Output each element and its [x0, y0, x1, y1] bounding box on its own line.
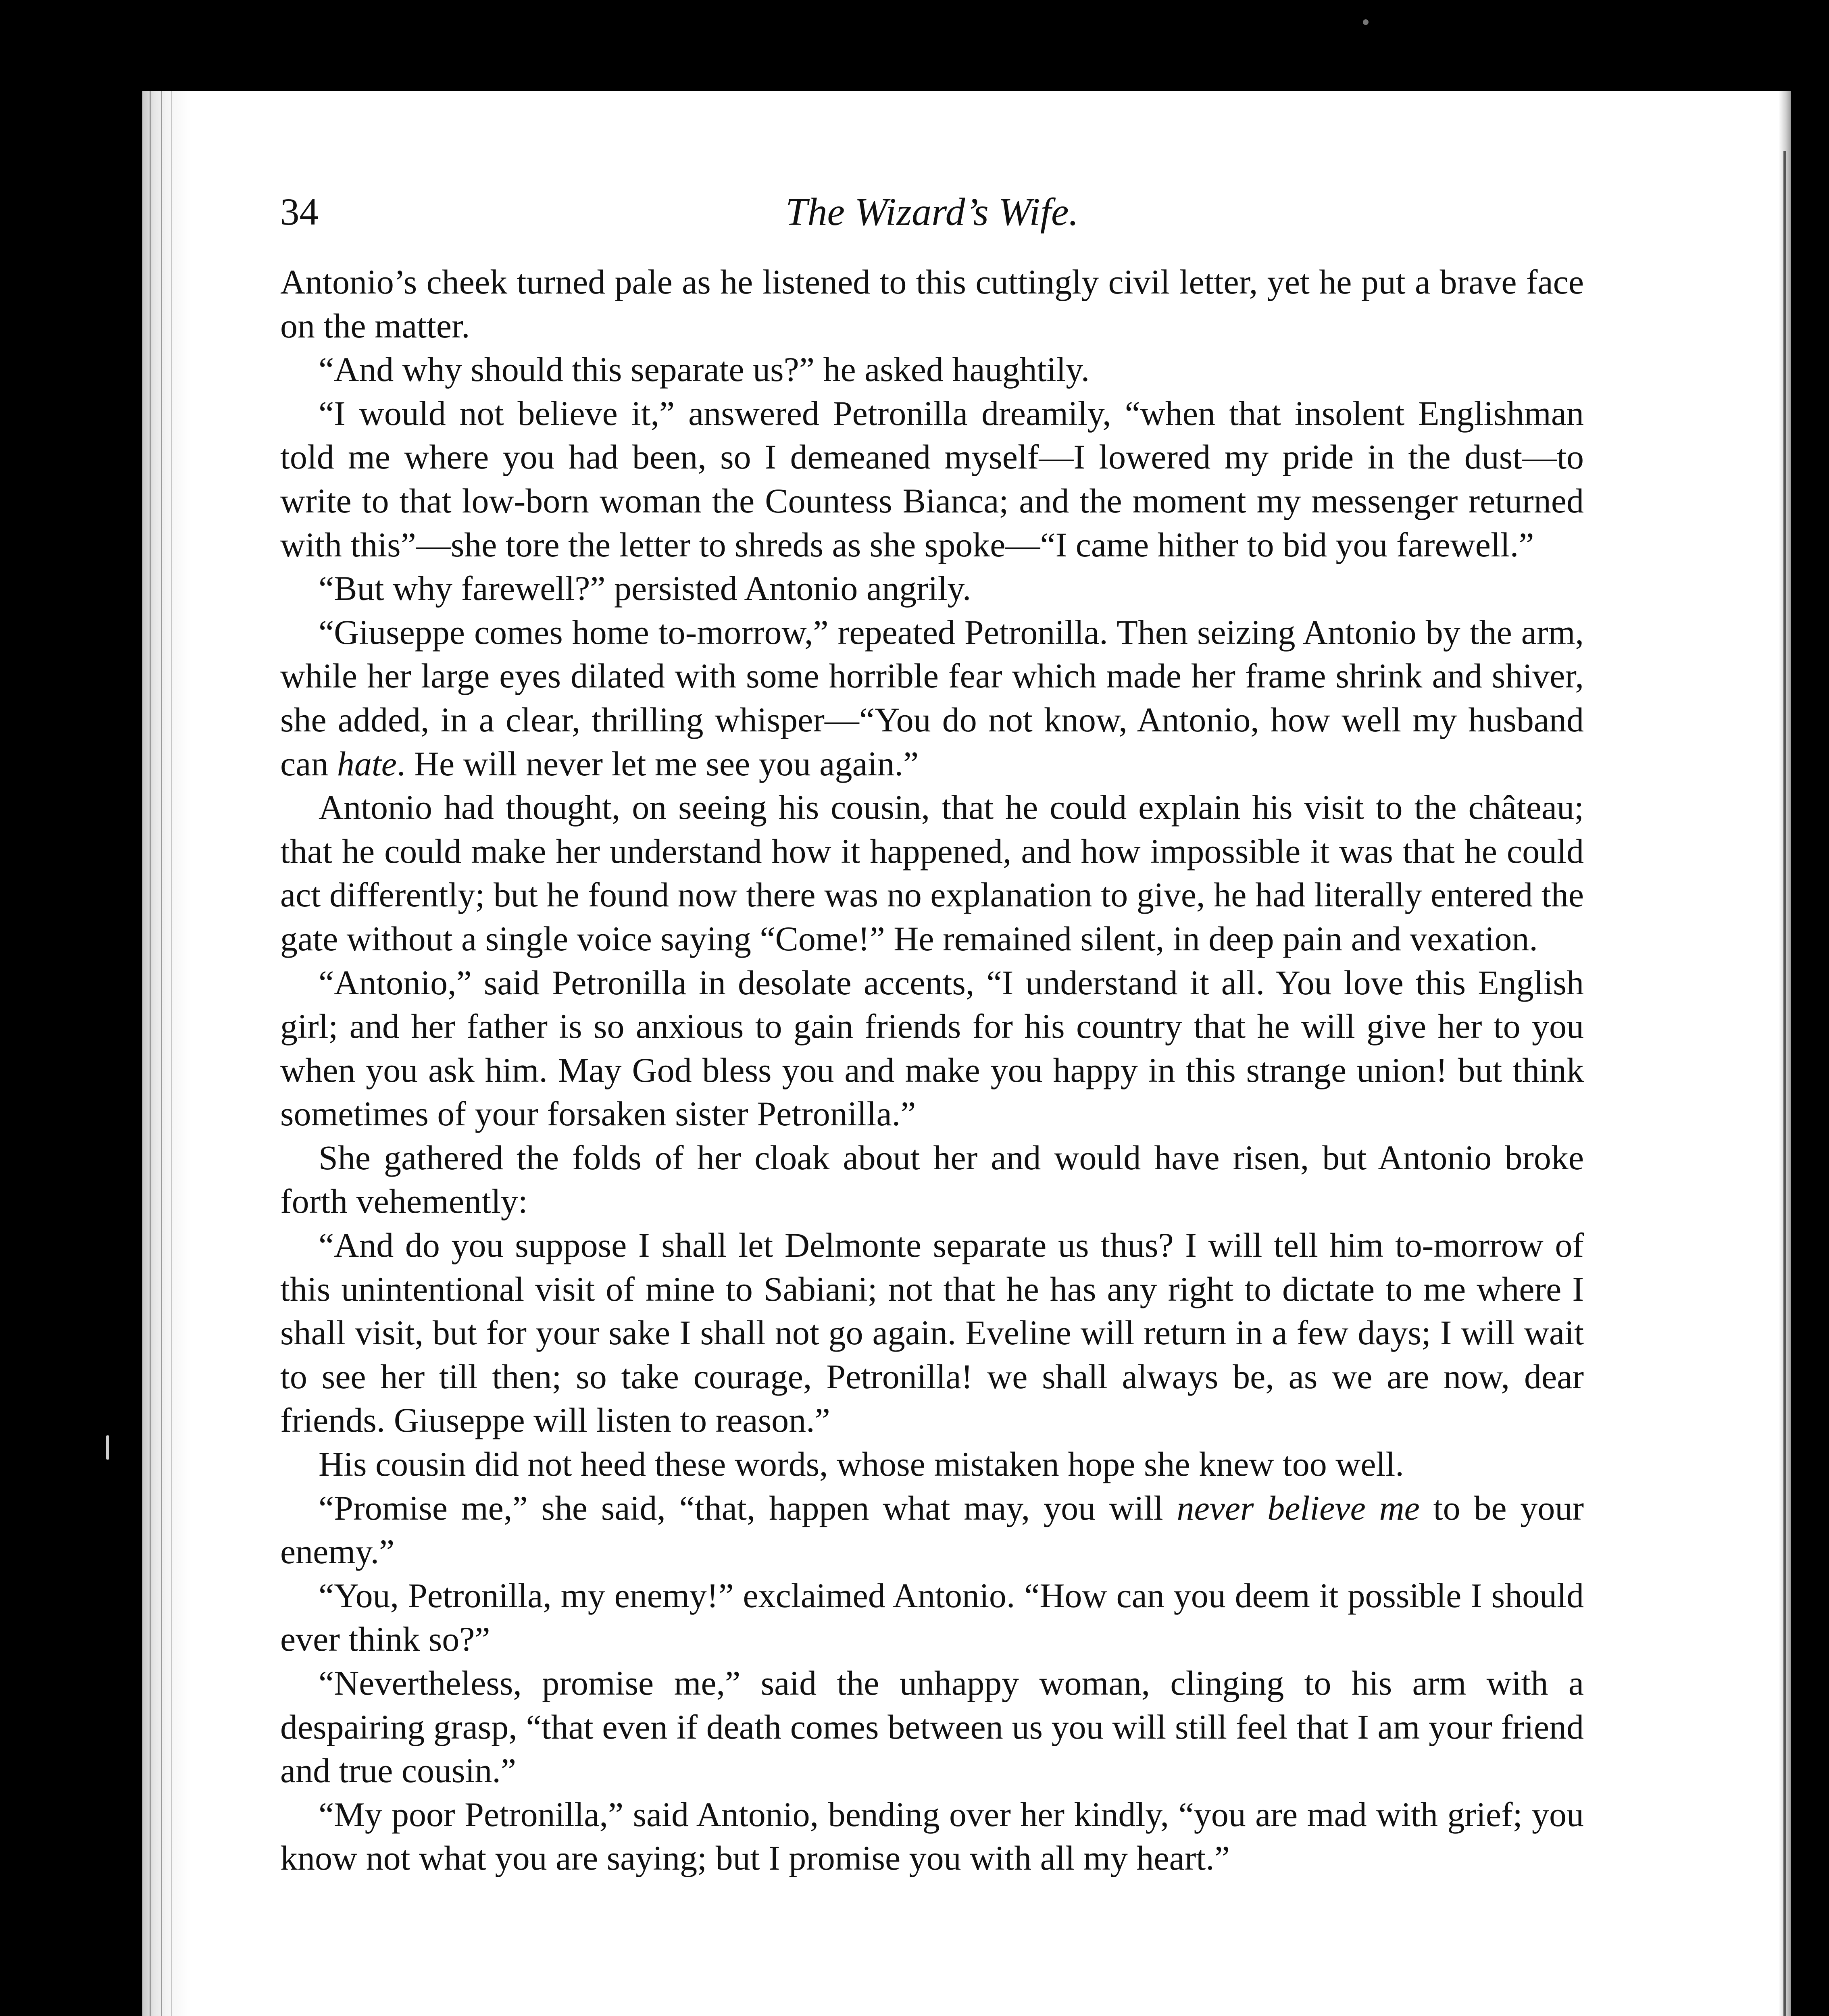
paragraph: “And do you suppose I shall let Delmonte separate us thus? I will tell him to-morrow of this unintentional visit of mine to Sabiani; not that he has any right to dictate to me where I shall visit, but for your sake I shall not go again. Eveline will return in a few days; I will wait to see her till then; so take courage, Petronilla! we shall always be, as we are now, dear friends. Giuseppe will listen to reason.”	[280, 1226, 1584, 1440]
paragraph	[280, 1486, 1584, 1574]
gutter-line	[171, 91, 172, 2016]
paragraph: “Nevertheless, promise me,” said the unhappy woman, clinging to his arm with a despairing grasp, “that even if death comes between us you will still feel that I am your friend and true cousin.”	[280, 1664, 1584, 1790]
scan-speck	[106, 1435, 109, 1460]
paragraph: Antonio’s cheek turned pale as he listened to this cuttingly civil letter, yet he put a brave face on the matter.	[280, 262, 1584, 345]
paragraph: Antonio had thought, on seeing his cousin, that he could explain his visit to the château; that he could make her understand how it happened, and how impossible it was that he could act differently; but he found now there was no explanation to give, he had literally entered the gate without a single voice saying “Come!” He remained silent, in deep pain and vexation.	[280, 788, 1584, 958]
gutter-line	[150, 91, 151, 2016]
page-right-edge-line	[1783, 151, 1786, 2016]
paragraph: His cousin did not heed these words, whose mistaken hope she knew too well.	[319, 1445, 1404, 1484]
paragraph: “And why should this separate us?” he asked haughtily.	[319, 350, 1090, 389]
body-text	[280, 260, 1584, 1880]
paragraph: “Antonio,” said Petronilla in desolate accents, “I understand it all. You love this English girl; and her father is so anxious to gain friends for his country that he will give her to you when you ask him. May God bless you and make you happy in this strange union! but think sometimes of your forsaken sister Petronilla.”	[280, 963, 1584, 1133]
gutter-line	[161, 91, 162, 2016]
paragraph	[280, 610, 1584, 785]
page-number: 34	[280, 190, 319, 233]
running-title: The Wizard’s Wife.	[785, 190, 1079, 234]
paragraph: “You, Petronilla, my enemy!” exclaimed Antonio. “How can you deem it possible I should ever think so?”	[280, 1576, 1584, 1659]
paragraph-text: “Giuseppe comes home to-morrow,” repeated Petronilla. Then seizing Antonio by the arm, while her large eyes dilated with some horrible fear which made her frame shrink and shiver, she added, in a clear, thrilling whisper—“You do not know, Antonio, how well my husband can	[280, 612, 1584, 783]
paragraph-text: . He will never let me see you again.”	[396, 744, 919, 783]
paragraph-text: “Promise me,” she said, “that, happen what may, you will	[319, 1488, 1177, 1527]
italic-emphasis: never believe me	[1177, 1488, 1420, 1527]
italic-emphasis: hate	[337, 744, 397, 783]
paragraph: “But why farewell?” persisted Antonio angrily.	[319, 569, 971, 608]
scan-speck	[1363, 19, 1369, 25]
paragraph: “I would not believe it,” answered Petronilla dreamily, “when that insolent Englishman told me where you had been, so I demeaned myself—I lowered my pride in the dust—to write to that low-born woman the Countess Bianca; and the moment my messenger returned with this”—she tore the letter to shreds as she spoke—“I came hither to bid you farewell.”	[280, 394, 1584, 564]
paragraph: She gathered the folds of her cloak about her and would have risen, but Antonio broke forth vehemently:	[280, 1138, 1584, 1221]
paragraph: “My poor Petronilla,” said Antonio, bending over her kindly, “you are mad with grief; you know not what you are saying; but I promise you with all my heart.”	[280, 1795, 1584, 1878]
paragraph-text: to be your enemy.”	[280, 1488, 1584, 1571]
page-header	[280, 190, 1584, 246]
